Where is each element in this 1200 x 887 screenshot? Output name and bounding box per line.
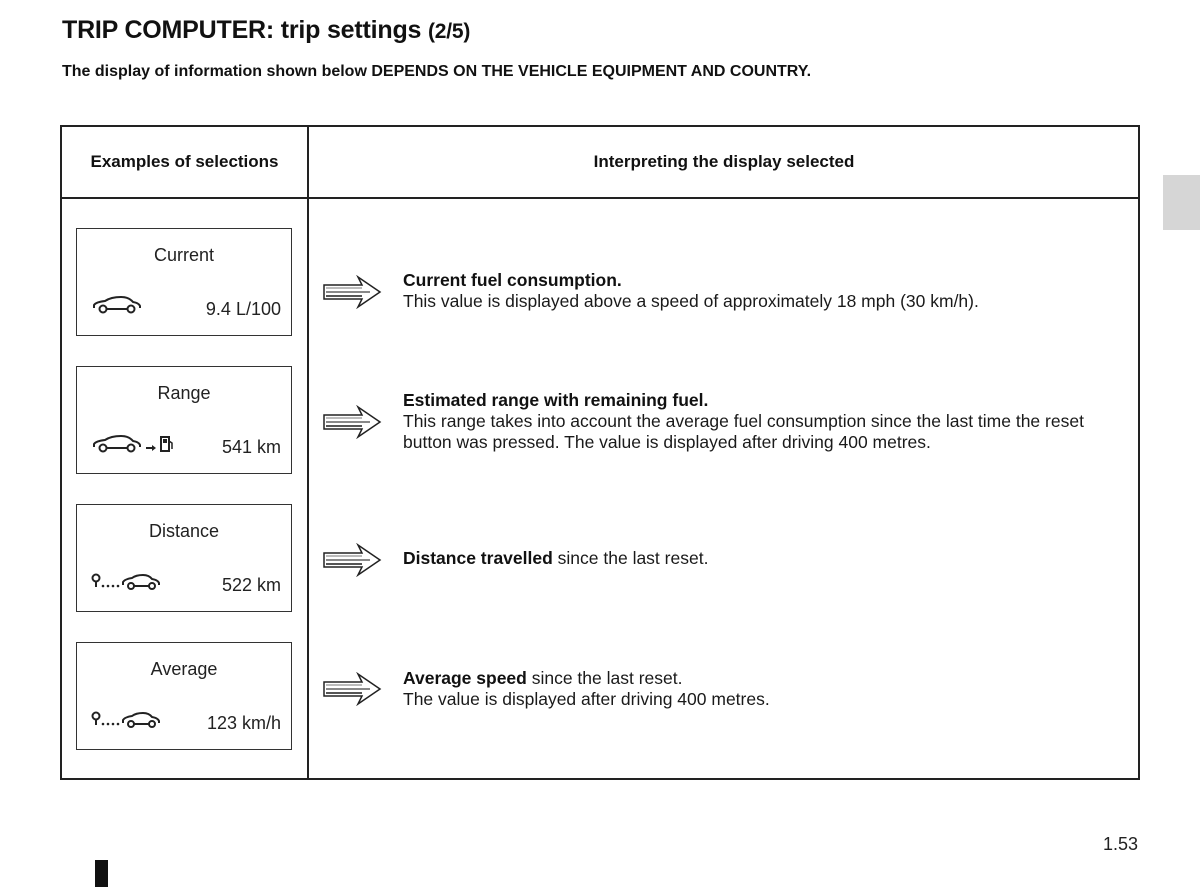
display-value: 9.4 L/100 [205, 299, 281, 319]
description-line1 [403, 270, 1138, 291]
description-distance [403, 548, 1138, 569]
start-point-to-car-icon [91, 571, 167, 596]
display-value: 541 km [221, 437, 281, 457]
section-tab-marker [1163, 175, 1200, 230]
column-header-interpretation: Interpreting the display selected [593, 152, 855, 171]
description-bold: Distance travelled [403, 548, 553, 568]
display-example-range [76, 366, 292, 474]
car-icon [91, 295, 143, 320]
page-subtitle: The display of information shown below DEPENDS ON THE VEHICLE EQUIPMENT AND COUNTRY. [62, 63, 812, 80]
description-line2: This value is displayed above a speed of approximately 18 mph (30 km/h). [403, 291, 979, 311]
description-line2: This range takes into account the average fuel consumption since the last time the reset [403, 411, 1084, 431]
description-line3: button was pressed. The value is displayed after driving 400 metres. [403, 432, 931, 452]
display-example-distance [76, 504, 292, 612]
start-point-to-car-icon [91, 709, 167, 734]
description-line1 [403, 668, 1138, 689]
description-bold: Average speed [403, 668, 527, 688]
display-example-average [76, 642, 292, 750]
display-label: Range [157, 383, 211, 403]
display-value: 123 km/h [206, 713, 281, 733]
page-number: 1.53 [1103, 834, 1139, 854]
display-label: Distance [148, 521, 220, 541]
description-line2: The value is displayed after driving 400 metres. [403, 689, 770, 709]
description-current [403, 270, 1138, 312]
description-rest: since the last reset. [526, 668, 683, 688]
description-line1 [403, 390, 1138, 411]
description-bold: Estimated range with remaining fuel. [403, 390, 709, 410]
description-range [403, 390, 1138, 453]
page-edge-mark [95, 860, 108, 887]
column-divider [307, 127, 309, 778]
arrow-right-icon [322, 672, 382, 706]
page-title [62, 16, 470, 45]
arrow-right-icon [322, 275, 382, 309]
display-label: Average [150, 659, 218, 679]
page-indicator: (2/5) [427, 20, 471, 43]
header-divider [62, 197, 1138, 199]
display-example-current [76, 228, 292, 336]
description-bold: Current fuel consumption. [403, 270, 622, 290]
display-label: Current [153, 245, 215, 265]
column-header-selections: Examples of selections [90, 152, 279, 171]
car-to-fuel-pump-icon [91, 433, 181, 460]
description-rest: since the last reset. [552, 548, 709, 568]
arrow-right-icon [322, 543, 382, 577]
description-line1 [403, 548, 1138, 569]
page-title-text: TRIP COMPUTER: trip settings [62, 16, 422, 44]
display-value: 522 km [221, 575, 281, 595]
description-average [403, 668, 1138, 710]
arrow-right-icon [322, 405, 382, 439]
